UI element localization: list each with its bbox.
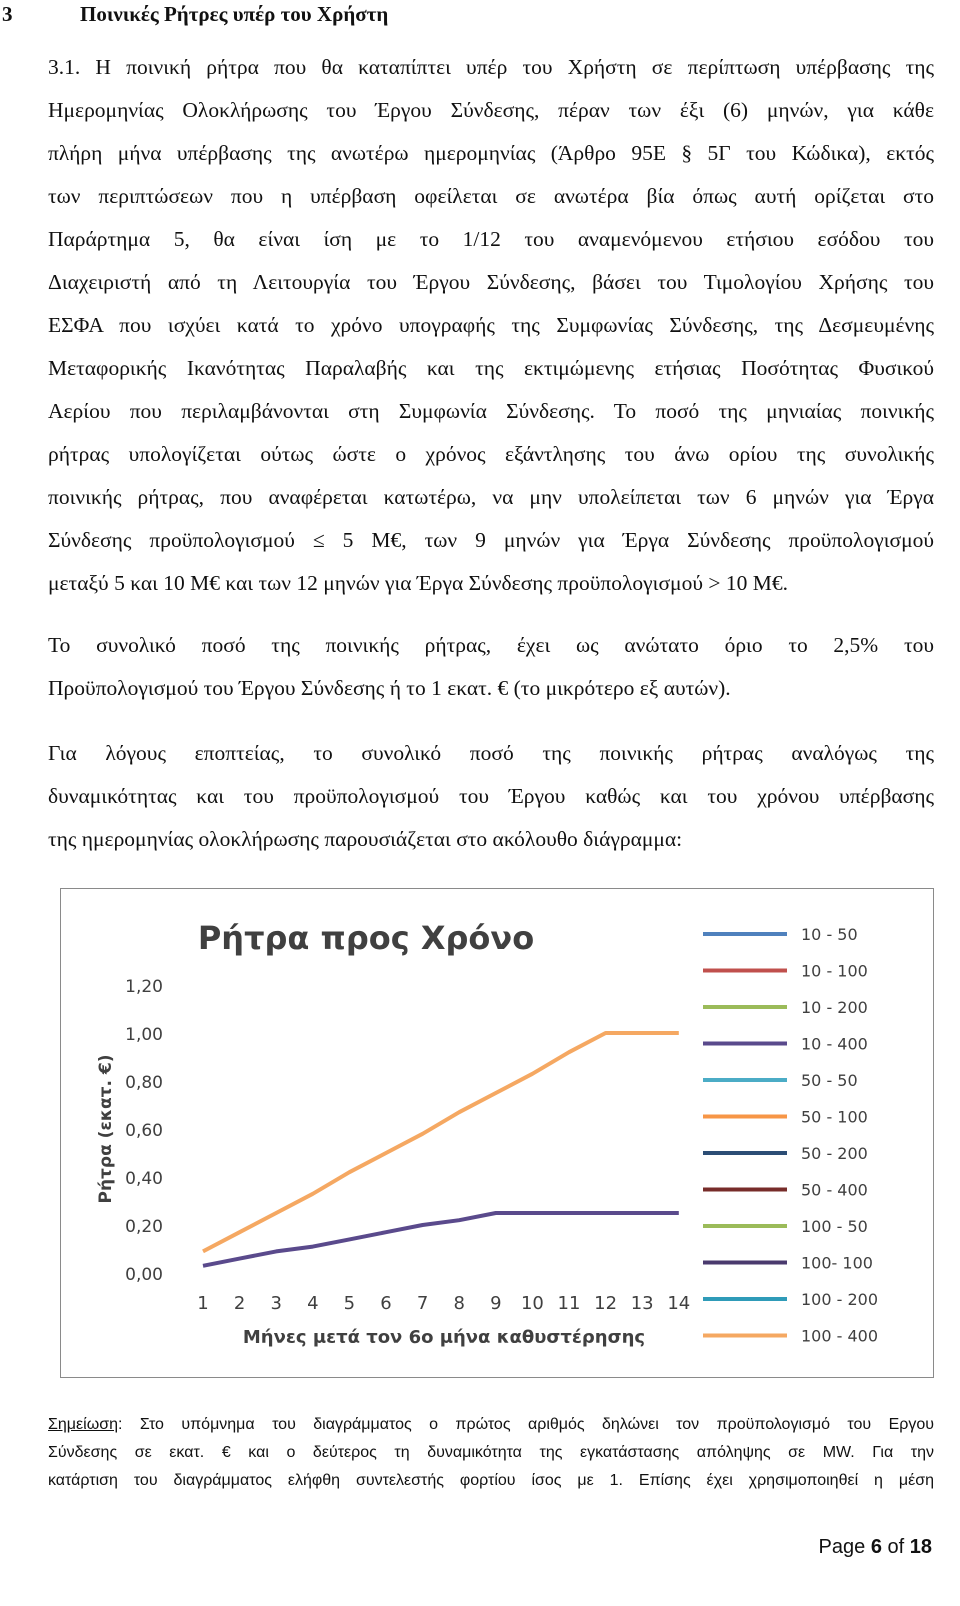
x-axis-ticks (197, 1293, 690, 1314)
legend-entry-label: 50 - 100 (801, 1107, 868, 1127)
paragraph1-line: Διαχειριστή από τη Λειτουργία του Έργου Σύνδεσης, βάσει του Τιμολογίου Χρήσης του (48, 270, 934, 294)
x-tick-label: 9 (490, 1293, 502, 1314)
paragraph1-line: ρήτρας υπολογίζεται ούτως ώστε ο χρόνος εξάντλησης του άνω ορίου της συνολικής (48, 442, 934, 466)
y-tick-label: 1,00 (125, 1025, 163, 1045)
paragraph1-line: πλήρη μήνα υπέρβασης της ανωτέρω ημερομηνίας (Άρθρο 95Ε § 5Γ του Κώδικα), εκτός (48, 141, 934, 165)
x-tick-label: 2 (233, 1293, 246, 1314)
legend-entry-label: 10 - 400 (801, 1034, 868, 1054)
paragraph1-line: 3.1. Η ποινική ρήτρα που θα καταπίπτει υπέρ του Χρήστη σε περίπτωση υπέρβασης της (48, 55, 934, 79)
series-line (203, 1033, 679, 1251)
legend-entry-label: 100 - 200 (801, 1290, 879, 1309)
note-line-3: κατάρτιση του διαγράμματος ελήφθη συντελεστής φορτίου ίσος με 1. Επίσης έχει χρησιμοποιηθεί η μέση (48, 1472, 934, 1489)
footer-of-word: of (887, 1536, 905, 1558)
note-label: Σημείωση (48, 1416, 118, 1433)
paragraph1-line: ποινικής ρήτρας, που αναφέρεται κατωτέρω, να μην υπολείπεται των 6 μηνών για Έργα (48, 485, 934, 509)
y-axis-label: Ρήτρα (εκατ. €) (96, 1054, 116, 1204)
x-tick-label: 4 (307, 1293, 319, 1314)
chart-frame (60, 888, 934, 1378)
x-axis-label: Μήνες μετά τον 6ο μήνα καθυστέρησης (242, 1327, 646, 1348)
legend (703, 925, 878, 1346)
paragraph1-line: Αερίου που περιλαμβάνονται στη Συμφωνία Σύνδεσης. Το ποσό της μηνιαίας ποινικής (48, 399, 934, 423)
x-tick-label: 11 (557, 1293, 581, 1314)
paragraph1-line: Παράρτημα 5, θα είναι ίση με το 1/12 του αναμενόμενου ετήσιου εσόδου του (48, 227, 934, 251)
y-tick-label: 1,20 (125, 977, 163, 997)
y-axis-ticks (125, 977, 163, 1285)
legend-entry-label: 10 - 100 (801, 961, 868, 981)
paragraph1-line: μεταξύ 5 και 10 Μ€ και των 12 μηνών για Έργα Σύνδεσης προϋπολογισμού > 10 Μ€. (48, 571, 788, 595)
legend-entry-label: 10 - 200 (801, 998, 868, 1017)
footer-total-pages: 18 (909, 1536, 932, 1558)
chart-title: Ρήτρα προς Χρόνο (197, 919, 535, 957)
x-tick-label: 6 (380, 1293, 392, 1314)
legend-entry-label: 100 - 400 (801, 1326, 879, 1346)
paragraph1-line: Σύνδεσης προϋπολογισμού ≤ 5 Μ€, των 9 μηνών για Έργα Σύνδεσης προϋπολογισμού (48, 528, 934, 552)
section-title: Ποινικές Ρήτρες υπέρ του Χρήστη (80, 2, 389, 26)
legend-entry-label: 100- 100 (801, 1253, 873, 1273)
y-tick-label: 0,20 (125, 1217, 163, 1237)
x-tick-label: 5 (343, 1293, 356, 1314)
paragraph3-line: της ημερομηνίας ολοκλήρωσης παρουσιάζεται στο ακόλουθο διάγραμμα: (48, 827, 683, 851)
x-tick-label: 10 (520, 1293, 544, 1314)
section-number: 3 (2, 2, 13, 26)
footer-page-number: 6 (870, 1536, 882, 1558)
paragraph-chart-intro (48, 732, 934, 861)
y-tick-label: 0,40 (125, 1169, 163, 1189)
paragraph1-line: των περιπτώσεων που η υπέρβαση οφείλεται σε ανωτέρα βία όπως αυτή ορίζεται στο (48, 184, 934, 208)
legend-entry-label: 50 - 200 (801, 1144, 868, 1163)
legend-entry-label: 50 - 50 (801, 1071, 858, 1090)
page-footer (819, 1536, 932, 1559)
x-tick-label: 14 (667, 1293, 691, 1314)
paragraph2-line: Προϋπολογισμού του Έργου Σύνδεσης ή το 1 εκατ. € (το μικρότερο εξ αυτών). (48, 676, 731, 700)
x-tick-label: 7 (416, 1293, 429, 1314)
penalty-time-chart (61, 889, 933, 1377)
note-line-2: Σύνδεσης σε εκατ. € και ο δεύτερος τη δυναμικότητα της εγκατάστασης απόληψης σε MW. Για την (48, 1444, 934, 1461)
legend-entry-label: 50 - 400 (801, 1180, 868, 1200)
paragraph3-line: δυναμικότητας και του προϋπολογισμού του Έργου καθώς και του χρόνου υπέρβασης (48, 784, 934, 808)
paragraph1-line: Μεταφορικής Ικανότητας Παραλαβής και της εκτιμώμενης ετήσιας Ποσότητας Φυσικού (48, 356, 934, 380)
paragraph1-line: Ημερομηνίας Ολοκλήρωσης του Έργου Σύνδεσης, πέραν των έξι (6) μηνών, για κάθε (48, 98, 934, 122)
legend-entry-label: 100 - 50 (801, 1217, 868, 1236)
x-tick-label: 12 (594, 1293, 618, 1314)
series-line (203, 1213, 679, 1266)
x-tick-label: 13 (630, 1293, 654, 1314)
chart-note (48, 1411, 934, 1495)
paragraph-penalty-cap (48, 624, 934, 710)
x-tick-label: 8 (453, 1293, 465, 1314)
series-lines (203, 1033, 679, 1266)
paragraph1-line: ΕΣΦΑ που ισχύει κατά το χρόνο υπογραφής της Συμφωνίας Σύνδεσης, της Δεσμευμένης (48, 313, 934, 337)
paragraph3-line: Για λόγους εποπτείας, το συνολικό ποσό της ποινικής ρήτρας αναλόγως της (48, 741, 934, 765)
note-line-1-text: : Στο υπόμνημα του διαγράμματος ο πρώτος αριθμός δηλώνει τον προϋπολογισμό του Εργου (117, 1416, 934, 1433)
legend-entry-label: 10 - 50 (801, 925, 858, 944)
note-line-1 (48, 1411, 934, 1439)
paragraph2-line: Το συνολικό ποσό της ποινικής ρήτρας, έχει ως ανώτατο όριο το 2,5% του (48, 633, 934, 657)
x-tick-label: 3 (270, 1293, 282, 1314)
y-tick-label: 0,80 (125, 1073, 163, 1093)
footer-page-word: Page (818, 1536, 866, 1558)
y-tick-label: 0,00 (125, 1265, 163, 1285)
y-tick-label: 0,60 (125, 1121, 163, 1141)
paragraph-3-1 (48, 46, 934, 605)
x-tick-label: 1 (197, 1293, 209, 1314)
